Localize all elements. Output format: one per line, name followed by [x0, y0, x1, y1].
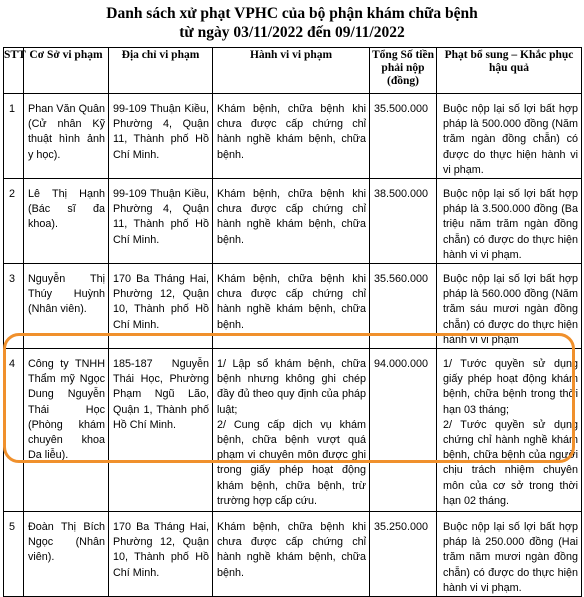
- row-stt: 1: [4, 94, 24, 179]
- row-phat-bo-sung: Buộc nộp lại số lợi bất hợp pháp là 500.000 đồng (Năm trăm ngàn đồng chẵn) có được do thực hiện hành vi vi phạm.: [437, 94, 582, 179]
- row-dia-chi: 99-109 Thuận Kiều, Phường 4, Quận 11, Thành phố Hồ Chí Minh.: [109, 94, 213, 179]
- row-stt: 4: [4, 349, 24, 512]
- table-row: [4, 264, 582, 349]
- row-tong-so: 38.500.000: [370, 179, 437, 264]
- title-line-1: Danh sách xử phạt VPHC của bộ phận khám chữa bệnh: [106, 5, 478, 22]
- header-hanh-vi: Hành vi vi phạm: [213, 48, 370, 94]
- row-dia-chi: 185-187 Nguyễn Thái Học, Phường Phạm Ngũ Lão, Quận 1, Thành phố Hồ Chí Minh.: [109, 349, 213, 512]
- header-dia-chi: Địa chỉ vi phạm: [109, 48, 213, 94]
- row-dia-chi: 99-109 Thuận Kiều, Phường 4, Quận 11, Thành phố Hồ Chí Minh.: [109, 179, 213, 264]
- table-row: [4, 179, 582, 264]
- row-co-so: Lê Thị Hạnh (Bác sĩ đa khoa).: [24, 179, 109, 264]
- row-hanh-vi: Khám bệnh, chữa bệnh khi chưa được cấp chứng chỉ hành nghề khám bệnh, chữa bệnh.: [213, 264, 370, 349]
- title-line-2: từ ngày 03/11/2022 đến 09/11/2022: [179, 24, 405, 41]
- row-phat-bo-sung: Buộc nộp lại số lợi bất hợp pháp là 3.500.000 đồng (Ba triệu năm trăm ngàn đồng chẵn) có được do thực hiện hành vi vi phạm.: [437, 179, 582, 264]
- header-stt: STT: [4, 48, 24, 94]
- row-phat-bo-sung: [437, 349, 582, 512]
- table-header-row: [4, 48, 582, 94]
- table-row: [4, 512, 582, 597]
- row-co-so: Đoàn Thị Bích Ngọc (Nhân viên).: [24, 512, 109, 597]
- row-tong-so: 35.560.000: [370, 264, 437, 349]
- row-tong-so: 35.500.000: [370, 94, 437, 179]
- row-hanh-vi: Khám bệnh, chữa bệnh khi chưa được cấp chứng chỉ hành nghề khám bệnh, chữa bệnh.: [213, 179, 370, 264]
- hanh-vi-item: 2/ Cung cấp dịch vụ khám bệnh, chữa bệnh vượt quá phạm vi chuyên môn được ghi trong giấy phép hoạt động khám bệnh, chữa bệnh, trừ trường hợp cấp cứu.: [217, 418, 366, 507]
- row-dia-chi: 170 Ba Tháng Hai, Phường 12, Quận 10, Thành phố Hồ Chí Minh.: [109, 264, 213, 349]
- header-tong-so: Tổng Số tiền phải nộp (đồng): [370, 48, 437, 94]
- header-co-so: Cơ Sở vi phạm: [24, 48, 109, 94]
- document-title: [0, 4, 584, 42]
- row-tong-so: 94.000.000: [370, 349, 437, 512]
- row-stt: 2: [4, 179, 24, 264]
- row-hanh-vi: Khám bệnh, chữa bệnh khi chưa được cấp chứng chỉ hành nghề khám bệnh, chữa bệnh.: [213, 94, 370, 179]
- row-phat-bo-sung: Buộc nộp lại số lợi bất hợp pháp là 250.000 đồng (Hai trăm năm mươi ngàn đồng chẵn) có được do thực hiện hành vi vi phạm.: [437, 512, 582, 597]
- table-row: [4, 94, 582, 179]
- header-phat-bo-sung: Phạt bổ sung – Khắc phục hậu quả: [437, 48, 582, 94]
- row-co-so: Nguyễn Thị Thúy Huỳnh (Nhân viên).: [24, 264, 109, 349]
- table-row: [4, 349, 582, 512]
- row-tong-so: 35.250.000: [370, 512, 437, 597]
- row-phat-bo-sung: Buộc nộp lại số lợi bất hợp pháp là 560.000 đồng (Năm trăm sáu mươi ngàn đồng chẵn) có được do thực hiện hành vi vi phạm: [437, 264, 582, 349]
- row-hanh-vi: Khám bệnh, chữa bệnh khi chưa được cấp chứng chỉ hành nghề khám bệnh, chữa bệnh.: [213, 512, 370, 597]
- row-stt: 3: [4, 264, 24, 349]
- row-stt: 5: [4, 512, 24, 597]
- violations-table: [3, 47, 582, 597]
- hanh-vi-item: 1/ Lập sổ khám bệnh, chữa bệnh nhưng không ghi chép đầy đủ theo quy định của pháp luật;: [217, 358, 366, 416]
- phat-bo-sung-item: 1/ Tước quyền sử dụng giấy phép hoạt động khám bệnh, chữa bệnh trong thời hạn 03 tháng;: [443, 358, 578, 416]
- row-co-so: Phan Văn Quân (Cử nhân Kỹ thuật hình ảnh y học).: [24, 94, 109, 179]
- row-co-so: Công ty TNHH Thẩm mỹ Ngọc Dung Nguyễn Thái Học (Phòng khám chuyên khoa Da liễu).: [24, 349, 109, 512]
- phat-bo-sung-item: 2/ Tước quyền sử dụng chứng chỉ hành nghề khám bệnh, chữa bệnh của người chịu trách nhiệm chuyên môn của cơ sở trong thời hạn 02 tháng.: [443, 418, 578, 507]
- row-hanh-vi: [213, 349, 370, 512]
- row-dia-chi: 170 Ba Tháng Hai, Phường 12, Quận 10, Thành phố Hồ Chí Minh.: [109, 512, 213, 597]
